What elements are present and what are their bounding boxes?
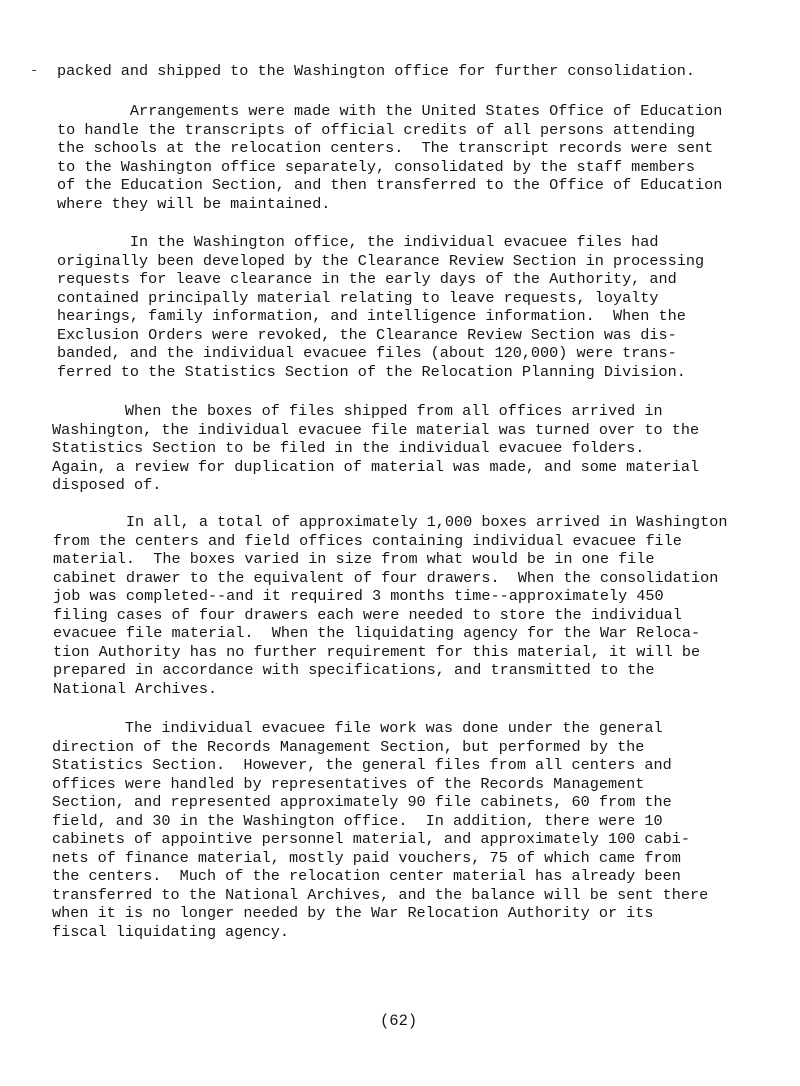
- text-line: ferred to the Statistics Section of the Relocation Planning Division.: [57, 362, 686, 381]
- text-line: transferred to the National Archives, and the balance will be sent there: [52, 885, 709, 904]
- text-line: packed and shipped to the Washington office for further consolidation.: [57, 62, 695, 80]
- text-line: Again, a review for duplication of material was made, and some material: [52, 457, 700, 476]
- text-line: In all, a total of approximately 1,000 boxes arrived in Washington: [53, 513, 728, 531]
- text-line: to the Washington office separately, consolidated by the staff members: [57, 157, 695, 176]
- text-line: Washington, the individual evacuee file material was turned over to the: [52, 420, 700, 439]
- text-line: Section, and represented approximately 90 file cabinets, 60 from the: [52, 793, 672, 811]
- text-line: National Archives.: [53, 679, 218, 698]
- text-line: to handle the transcripts of official credits of all persons attending: [57, 120, 695, 139]
- text-line: The individual evacuee file work was done under the general: [52, 719, 663, 737]
- text-line: where they will be maintained.: [57, 194, 331, 213]
- text-line: disposed of.: [52, 476, 162, 494]
- text-line: the schools at the relocation centers. The transcript records were sent: [57, 139, 714, 157]
- text-line: material. The boxes varied in size from what would be in one file: [53, 550, 655, 568]
- text-line: from the centers and field offices containing individual evacuee file: [53, 531, 682, 550]
- text-line: filing cases of four drawers each were needed to store the individual: [53, 605, 682, 624]
- text-line: job was completed--and it required 3 months time--approximately 450: [53, 587, 664, 605]
- text-line: of the Education Section, and then transferred to the Office of Education: [57, 176, 723, 194]
- text-line: Statistics Section. However, the general files from all centers and: [52, 756, 672, 774]
- text-line: Statistics Section to be filed in the individual evacuee folders.: [52, 439, 645, 457]
- text-line: originally been developed by the Clearance Review Section in processing: [57, 251, 705, 270]
- margin-mark: -: [30, 63, 39, 79]
- text-line: hearings, family information, and intelligence information. When the: [57, 307, 686, 325]
- text-line: prepared in accordance with specifications, and transmitted to the: [53, 661, 655, 679]
- text-line: fiscal liquidating agency.: [52, 922, 289, 941]
- text-line: offices were handled by representatives of the Records Management: [52, 774, 645, 793]
- text-line: tion Authority has no further requirement for this material, it will be: [53, 642, 701, 661]
- text-line: Arrangements were made with the United States Office of Education: [57, 102, 723, 120]
- text-line: banded, and the individual evacuee files (about 120,000) were trans-: [57, 344, 677, 362]
- text-line: Exclusion Orders were revoked, the Clearance Review Section was dis-: [57, 325, 677, 344]
- text-line: When the boxes of files shipped from all offices arrived in: [52, 402, 663, 420]
- text-line: the centers. Much of the relocation center material has already been: [52, 867, 681, 885]
- text-line: In the Washington office, the individual evacuee files had: [57, 233, 659, 251]
- text-line: field, and 30 in the Washington office. In addition, there were 10: [52, 811, 663, 830]
- text-line: cabinets of appointive personnel material, and approximately 100 cabi-: [52, 830, 690, 848]
- text-line: contained principally material relating to leave requests, loyalty: [57, 288, 659, 307]
- text-line: evacuee file material. When the liquidating agency for the War Reloca-: [53, 624, 701, 642]
- text-line: cabinet drawer to the equivalent of four drawers. When the consolidation: [53, 568, 719, 587]
- text-line: when it is no longer needed by the War Relocation Authority or its: [52, 904, 654, 922]
- text-line: nets of finance material, mostly paid vouchers, 75 of which came from: [52, 848, 681, 867]
- text-line: direction of the Records Management Section, but performed by the: [52, 737, 645, 756]
- text-line: requests for leave clearance in the early days of the Authority, and: [57, 270, 677, 288]
- page-number: (62): [380, 1012, 418, 1030]
